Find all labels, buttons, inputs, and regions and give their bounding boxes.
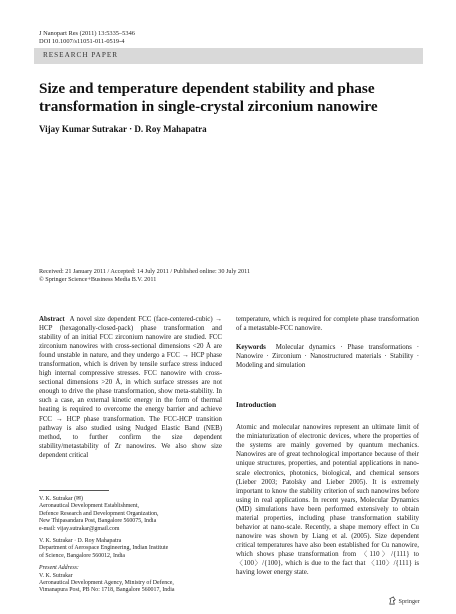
affiliation-1-line1: Aeronautical Development Establishment, <box>39 503 139 510</box>
doi: DOI 10.1007/s11051-011-0519-4 <box>39 38 125 46</box>
affiliations <box>39 496 224 600</box>
introduction-text: Atomic and molecular nanowires represent an ultimate limit of the miniaturization of electronic devices, where the properties of the systems are mainly governed by quantum mechanics. Nanowires are of great technological importance because of their unique structures, properties, and potential applications in nano-scale electronics, photonics, biological, and chemical sensors (Lieber 2003; Patolsky and Lieber 2005). It is extremely important to know the stability criterion of such nanowires before using in real applications. In recent years, Molecular Dynamics (MD) simulations have been performed extensively to obtain material properties, including phase transformation stability behavior at nano-scale. Recently, a shape memory effect in Cu nanowire was shown by Liang et al. (2005). Size dependent critical temperatures have also been established for Cu nanowire, which shows phase transformation from 〈110〉/{111} to 〈100〉/{100}, which is due to the fact that 〈110〉/{111} is having lower energy state. <box>236 424 419 577</box>
publisher-name: Springer <box>398 598 420 605</box>
article-type-banner <box>34 48 423 64</box>
keywords <box>236 343 419 370</box>
affiliation-1 <box>39 496 224 533</box>
springer-horse-icon <box>388 596 397 605</box>
history-dates: Received: 21 January 2011 / Accepted: 14 July 2011 / Published online: 30 July 2011 <box>39 268 251 275</box>
left-column <box>39 315 222 460</box>
journal-citation: J Nanopart Res (2011) 13:5335–5346 <box>39 30 135 37</box>
introduction-heading: Introduction <box>236 400 277 410</box>
affiliation-3-line2: Vimanapura Post, PB No: 1718, Bangalore 560017, India <box>39 587 175 594</box>
copyright: © Springer Science+Business Media B.V. 2011 <box>39 276 157 284</box>
publication-dates <box>39 268 250 284</box>
paper-title: Size and temperature dependent stability and phase transformation in single-crystal zirconium nanowire <box>39 80 378 115</box>
present-address <box>39 565 224 595</box>
right-column <box>236 315 419 577</box>
affiliation-1-line2: Defence Research and Development Organization, <box>39 510 159 517</box>
abstract-text: A novel size dependent FCC (face-centered-cubic) → HCP (hexagonally-closed-pack) phase transformation and stability of an initial FCC zirconium nanowire are studied. FCC zirconium nanowires with cross-sectional dimensions <20 Å are found unstable in nature, and they undergo a FCC → HCP phase transformation, which is driven by tensile surface stress induced high internal compressive stresses. FCC nanowire with cross-sectional dimensions >20 Å, in which surface stresses are not enough to drive the phase transformation, show meta-stability. In such a case, an external kinetic energy in the form of thermal heating is required to overcome the energy barrier and achieve FCC → HCP phase transformation. The FCC-HCP transition pathway is also studied using Nudged Elastic Band (NEB) method, to further confirm the size dependent stability/metastability of Zr nanowires. We also show size dependent critical <box>39 316 222 459</box>
affiliation-2-name: V. K. Sutrakar · D. Roy Mahapatra <box>39 538 122 545</box>
affiliation-2 <box>39 538 224 560</box>
present-address-label: Present Address: <box>39 565 79 572</box>
abstract <box>39 315 222 460</box>
affiliation-2-line1: Department of Aerospace Engineering, Indian Institute <box>39 545 169 552</box>
article-type-label: RESEARCH PAPER <box>43 51 119 59</box>
abstract-continuation: temperature, which is required for complete phase transformation of a metastable-FCC nanowire. <box>236 316 419 333</box>
author-list: Vijay Kumar Sutrakar · D. Roy Mahapatra <box>39 124 207 134</box>
affiliation-3-line1: Aeronautical Development Agency, Ministry of Defence, <box>39 580 174 587</box>
journal-header <box>39 30 135 46</box>
author-email[interactable]: e-mail: vijay.sutrakar@gmail.com <box>39 525 120 532</box>
abstract-label: Abstract <box>39 316 65 323</box>
affiliation-1-name: V. K. Sutrakar (✉) <box>39 496 83 502</box>
keywords-text: Molecular dynamics · Phase transformations · Nanowire · Zirconium · Nanostructured materials · Stability · Modeling and simulation <box>236 344 419 370</box>
publisher-footer <box>388 596 420 605</box>
affiliation-3-name: V. K. Sutrakar <box>39 572 73 579</box>
affiliation-2-line2: of Science, Bangalore 560012, India <box>39 552 126 559</box>
keywords-label: Keywords <box>236 344 266 352</box>
affiliation-1-line3: New Thipasandara Post, Bangalore 560075, India <box>39 518 157 525</box>
footnote-divider <box>39 490 109 491</box>
